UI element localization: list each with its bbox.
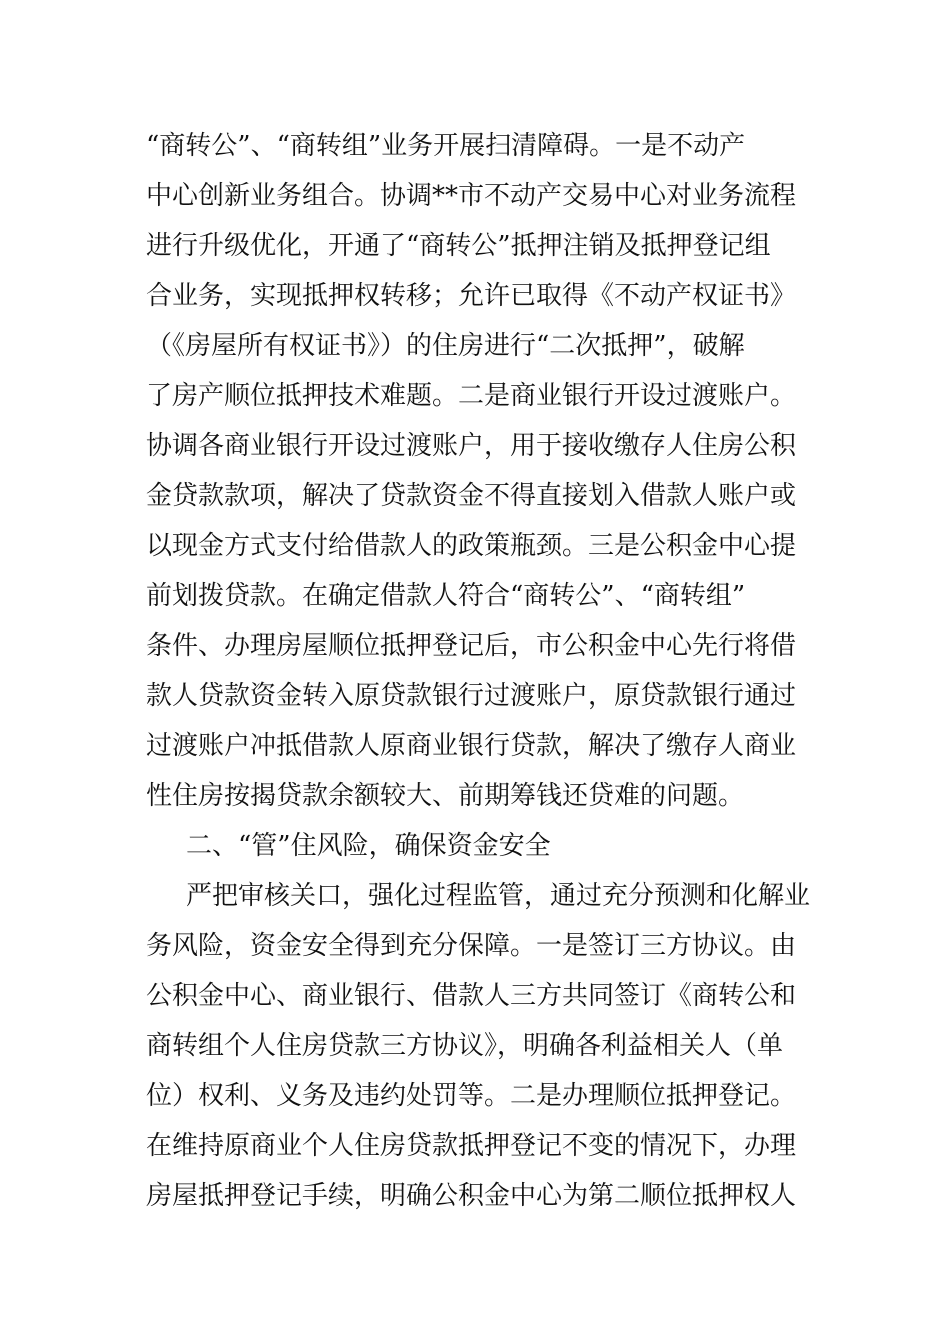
text-line: 协调各商业银行开设过渡账户，用于接收缴存人住房公积 <box>146 431 797 461</box>
text-line: 进行升级优化，开通了“商转公”抵押注销及抵押登记组 <box>146 231 771 261</box>
text-line: 性住房按揭贷款余额较大、前期筹钱还贷难的问题。 <box>146 781 745 811</box>
section-heading: 二、“管”住风险，确保资金安全 <box>186 831 551 861</box>
text-line: 合业务，实现抵押权转移；允许已取得《不动产权证书》 <box>146 281 797 311</box>
text-line: “商转公”、“商转组”业务开展扫清障碍。一是不动产 <box>146 131 746 161</box>
text-line: 房屋抵押登记手续，明确公积金中心为第二顺位抵押权人 <box>146 1181 797 1211</box>
text-line: 在维持原商业个人住房贷款抵押登记不变的情况下，办理 <box>146 1131 797 1161</box>
text-line: 中心创新业务组合。协调**市不动产交易中心对业务流程 <box>146 181 797 211</box>
text-line: 款人贷款资金转入原贷款银行过渡账户，原贷款银行通过 <box>146 681 797 711</box>
text-line: 条件、办理房屋顺位抵押登记后，市公积金中心先行将借 <box>146 631 797 661</box>
text-line: 了房产顺位抵押技术难题。二是商业银行开设过渡账户。 <box>146 381 797 411</box>
text-line: 商转组个人住房贷款三方协议》，明确各利益相关人（单 <box>146 1031 784 1061</box>
text-line: 以现金方式支付给借款人的政策瓶颈。三是公积金中心提 <box>146 531 797 561</box>
text-line: 前划拨贷款。在确定借款人符合“商转公”、“商转组” <box>146 581 746 611</box>
text-line: 位）权利、义务及违约处罚等。二是办理顺位抵押登记。 <box>146 1081 797 1111</box>
text-line: 过渡账户冲抵借款人原商业银行贷款，解决了缴存人商业 <box>146 731 797 761</box>
text-line: 务风险，资金安全得到充分保障。一是签订三方协议。由 <box>146 931 797 961</box>
text-line: 金贷款款项，解决了贷款资金不得直接划入借款人账户或 <box>146 481 797 511</box>
text-line: （《房屋所有权证书》）的住房进行“二次抵押”，破解 <box>146 331 745 361</box>
body-text <box>146 121 816 1221</box>
paragraph-first-line: 严把审核关口，强化过程监管，通过充分预测和化解业 <box>186 881 811 911</box>
text-line: 公积金中心、商业银行、借款人三方共同签订《商转公和 <box>146 981 797 1011</box>
